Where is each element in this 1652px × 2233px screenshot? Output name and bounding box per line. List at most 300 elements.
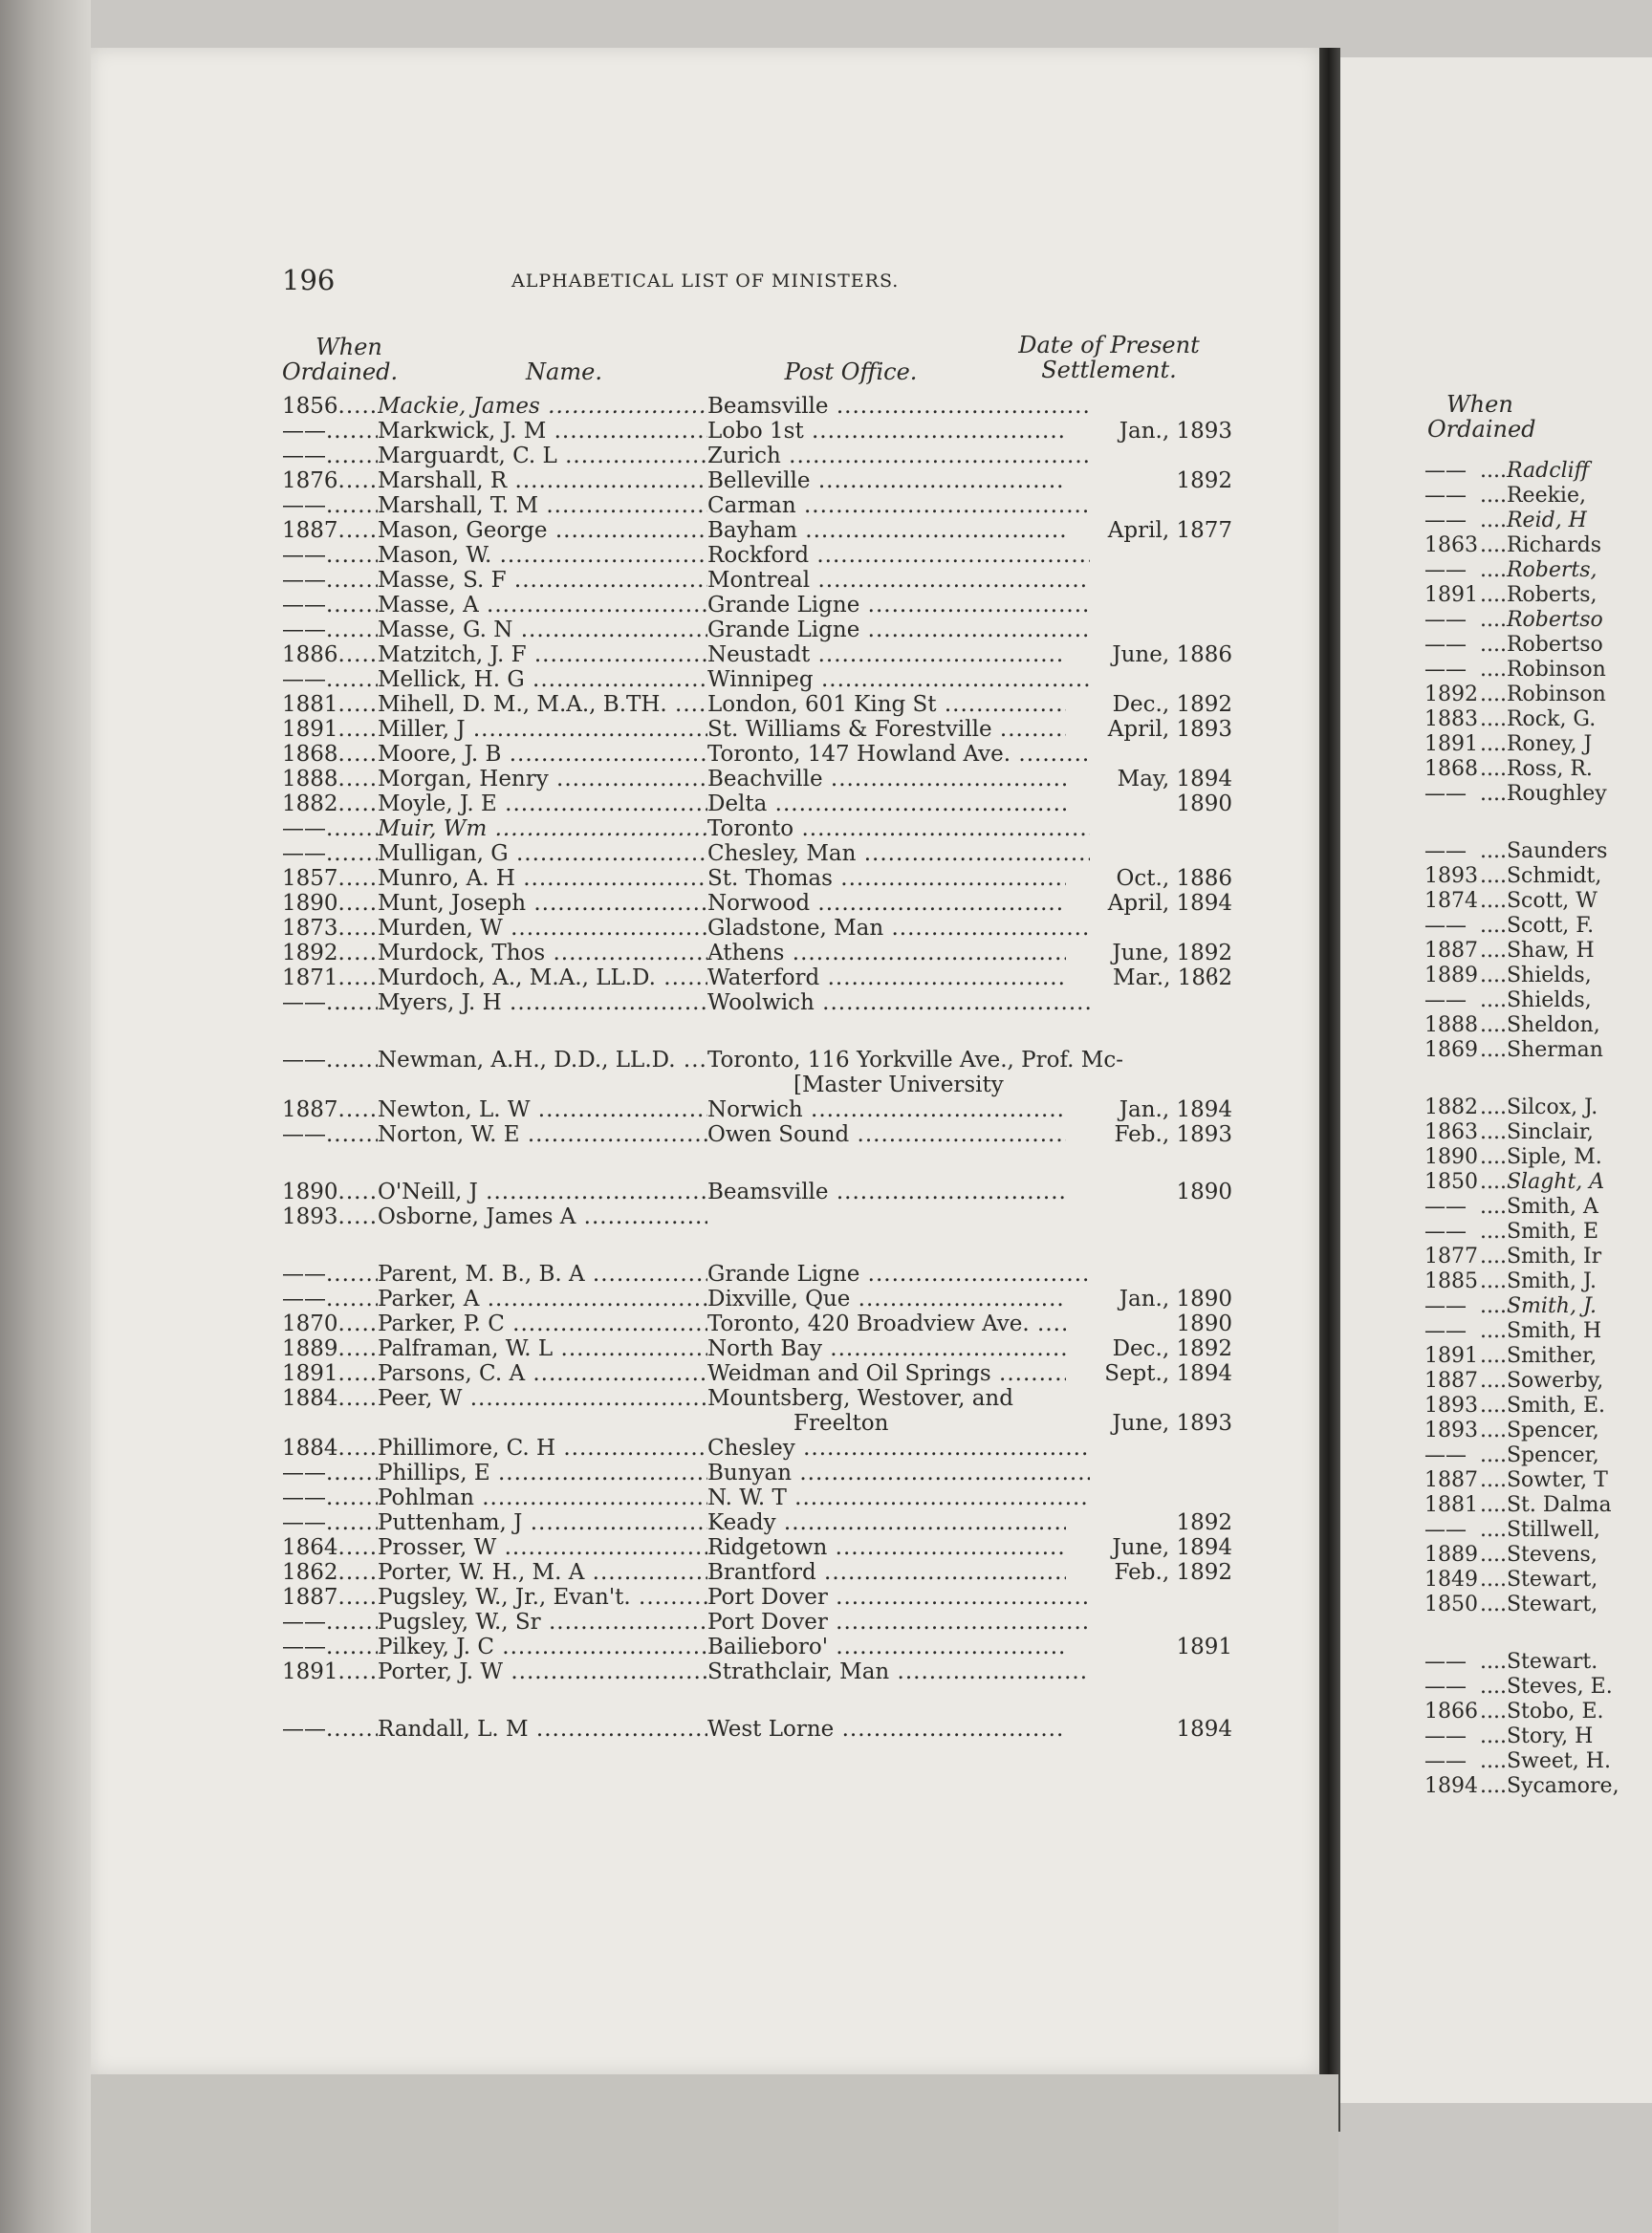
column-head-date [994, 333, 1224, 382]
page-header [282, 264, 1238, 302]
right-entry-name: Story, H [1506, 1724, 1594, 1748]
entry-year: 1871 ..... [282, 965, 378, 990]
date-line1: Date of Present [1018, 332, 1200, 358]
entry-name: Murden, W ..... [378, 916, 707, 941]
right-entry-year: 1887 [1424, 1369, 1478, 1393]
right-entry-year: 1889 [1424, 964, 1478, 987]
entry-row [282, 767, 1238, 791]
entry-settlement-date: June, 1894 [1066, 1535, 1232, 1560]
entry-post-office [707, 767, 1090, 791]
entry-row [282, 468, 1238, 493]
right-entry-row [1424, 1443, 1652, 1468]
leader-dots: .... [1480, 1013, 1507, 1037]
entry-settlement-date: May, 1894 [1066, 767, 1232, 791]
entry-settlement-date: Jan., 1893 [1066, 419, 1232, 444]
entry-name: Newton, L. W ..... [378, 1097, 707, 1122]
right-entry-row [1424, 1269, 1652, 1294]
entry-name: Masse, S. F ..... [378, 568, 707, 593]
right-entry-row [1424, 1220, 1652, 1245]
right-entry-row [1424, 633, 1652, 658]
leader-dots: .... [1480, 1700, 1507, 1724]
entry-row [282, 841, 1238, 866]
entry-post-office [707, 1635, 1090, 1659]
entry-row [282, 1361, 1238, 1386]
right-entry-name: Sherman [1506, 1038, 1603, 1062]
right-entry-name: Shields, [1506, 988, 1592, 1012]
entry-post-office [707, 419, 1090, 444]
right-entry-year: 1887 [1424, 939, 1478, 963]
leader-dots: .... [1480, 1419, 1507, 1442]
right-entry-name: Smith, H [1506, 1319, 1602, 1343]
book-gutter [1319, 48, 1340, 2132]
entry-post-office [707, 791, 1090, 816]
right-entry-row [1424, 1593, 1652, 1617]
right-entry-row [1424, 459, 1652, 484]
column-head-name: Name. [526, 358, 602, 385]
entry-year: 1884 ..... [282, 1436, 378, 1461]
right-entry-year: —— [1424, 1518, 1467, 1542]
entry-post-office-text: Weidman and Oil Springs ..... [707, 1361, 1090, 1386]
right-entry-row [1424, 1419, 1652, 1443]
right-entry-year: 1891 [1424, 1344, 1478, 1368]
entry-post-office [707, 568, 1090, 593]
entry-row [282, 965, 1238, 990]
entry-row [282, 742, 1238, 767]
right-entry-year: —— [1424, 1749, 1467, 1773]
entry-name: Moyle, J. E ..... [378, 791, 707, 816]
entry-post-office [707, 1097, 1090, 1122]
right-entry-name: Siple, M. [1506, 1145, 1602, 1169]
right-entry-name: Sycamore, [1506, 1774, 1619, 1798]
entry-row [282, 1122, 1238, 1147]
entry-year: —— ..... [282, 568, 378, 593]
entry-post-office-text: Grande Ligne ..... [707, 618, 1090, 642]
when-line1: When [315, 334, 382, 360]
right-entry-row [1424, 1319, 1652, 1344]
right-entry-name: Smith, E [1506, 1220, 1599, 1244]
entry-row [282, 1048, 1238, 1097]
right-entry-row [1424, 939, 1652, 964]
right-entry-year: 1888 [1424, 1013, 1478, 1037]
entry-post-office [707, 394, 1090, 419]
right-entry-year: —— [1424, 484, 1467, 508]
right-entry-name: Smith, J. [1506, 1269, 1598, 1293]
leader-dots: .... [1480, 1095, 1507, 1119]
entry-year: 1887 ..... [282, 518, 378, 543]
entry-name: Muir, Wm ..... [378, 816, 707, 841]
leader-dots: .... [1480, 839, 1507, 863]
right-entry-row [1424, 1493, 1652, 1518]
entry-post-office-text: Delta ..... [707, 791, 1090, 816]
entry-name: Pilkey, J. C ..... [378, 1635, 707, 1659]
right-entry-year: 1850 [1424, 1170, 1478, 1194]
entry-post-office-text: Norwood ..... [707, 891, 1090, 916]
entry-post-office-text: Athens ..... [707, 941, 1090, 965]
right-entry-year: 1849 [1424, 1568, 1478, 1592]
entry-settlement-date: Jan., 1890 [1066, 1287, 1232, 1312]
right-entry-row [1424, 864, 1652, 889]
entry-year: 1890 ..... [282, 1180, 378, 1204]
entry-year: —— ..... [282, 1122, 378, 1147]
entry-year: —— ..... [282, 419, 378, 444]
right-entry-row [1424, 683, 1652, 707]
entry-year: —— ..... [282, 1610, 378, 1635]
entry-name: Mason, George ..... [378, 518, 707, 543]
entry-year: 1873 ..... [282, 916, 378, 941]
entry-settlement-date: 1892 [1066, 468, 1232, 493]
right-entry-year: —— [1424, 1650, 1467, 1674]
right-entry-row [1424, 988, 1652, 1013]
entry-name: Parker, P. C ..... [378, 1312, 707, 1336]
entry-year: 1886 ..... [282, 642, 378, 667]
entry-settlement-date: Dec., 1892 [1066, 692, 1232, 717]
right-entry-row [1424, 1724, 1652, 1749]
right-entry-row [1424, 1344, 1652, 1369]
entry-year: —— ..... [282, 990, 378, 1015]
entry-name: Matzitch, J. F ..... [378, 642, 707, 667]
entry-year: —— ..... [282, 1287, 378, 1312]
entry-post-office [707, 1361, 1090, 1386]
right-entry-name: Stewart, [1506, 1568, 1598, 1592]
right-entry-year: —— [1424, 633, 1467, 657]
entry-post-office [707, 1336, 1090, 1361]
leader-dots: .... [1480, 1468, 1507, 1492]
right-entry-year: 1882 [1424, 1095, 1478, 1119]
right-entry-year: 1893 [1424, 1394, 1478, 1418]
leader-dots: .... [1480, 683, 1507, 706]
entry-row [282, 692, 1238, 717]
entry-year: —— ..... [282, 543, 378, 568]
entry-row [282, 816, 1238, 841]
right-entry-row [1424, 1568, 1652, 1593]
leader-dots: .... [1480, 509, 1507, 532]
leader-dots: .... [1480, 1170, 1507, 1194]
right-entry-row [1424, 1774, 1652, 1799]
leader-dots: .... [1480, 1195, 1507, 1219]
right-entry-year: —— [1424, 1724, 1467, 1748]
date-line2: Settlement. [1041, 357, 1177, 383]
right-entry-name: Ross, R. [1506, 757, 1593, 781]
entry-name: Prosser, W ..... [378, 1535, 707, 1560]
entry-year: 1892 ..... [282, 941, 378, 965]
entry-row [282, 717, 1238, 742]
entry-year: —— ..... [282, 618, 378, 642]
entry-post-office [707, 1048, 1243, 1097]
right-entry-year: 1894 [1424, 1774, 1478, 1798]
entry-row [282, 1336, 1238, 1361]
entry-name: Murdoch, A., M.A., LL.D. ..... [378, 965, 707, 990]
when-line2: Ordained. [282, 358, 399, 385]
entry-year: 1882 ..... [282, 791, 378, 816]
entry-post-office [707, 1436, 1090, 1461]
entry-post-office-text: Beamsville ..... [707, 394, 1090, 419]
entry-row [282, 1610, 1238, 1635]
leader-dots: .... [1480, 1369, 1507, 1393]
entry-post-office-text: Lobo 1st ..... [707, 419, 1090, 444]
entry-settlement-date: Feb., 1892 [1066, 1560, 1232, 1585]
entry-post-office-text: Ridgetown ..... [707, 1535, 1090, 1560]
entry-year: 1876 ..... [282, 468, 378, 493]
entry-post-office [707, 468, 1090, 493]
leader-dots: .... [1480, 533, 1507, 557]
entry-post-office [707, 1312, 1090, 1336]
leader-dots: .... [1480, 558, 1507, 582]
right-entry-year: —— [1424, 839, 1467, 863]
entry-year: 1891 ..... [282, 717, 378, 742]
leader-dots: .... [1480, 1675, 1507, 1699]
entry-name: Miller, J ..... [378, 717, 707, 742]
leader-dots: .... [1480, 1319, 1507, 1343]
entry-row [282, 1386, 1238, 1436]
entry-row [282, 1659, 1238, 1684]
leader-dots: .... [1480, 964, 1507, 987]
entry-row [282, 1461, 1238, 1485]
right-when-line2: Ordained [1427, 416, 1536, 443]
entry-settlement-date: 1892 [1066, 1510, 1232, 1535]
entry-post-office [707, 1535, 1090, 1560]
right-entry-name: Radcliff [1506, 459, 1590, 483]
entry-post-office-text: Gladstone, Man ..... [707, 916, 1090, 941]
entry-settlement-date: 1890 [1066, 791, 1232, 816]
right-entry-row [1424, 1394, 1652, 1419]
entry-post-office-text: Grande Ligne ..... [707, 593, 1090, 618]
leader-dots: .... [1480, 1518, 1507, 1542]
right-entry-name: Spencer, [1506, 1419, 1599, 1442]
right-entry-row [1424, 1195, 1652, 1220]
entry-year: —— ..... [282, 841, 378, 866]
entry-settlement-date: 1890 [1066, 1180, 1232, 1204]
right-entry-row [1424, 658, 1652, 683]
entry-post-office-text: N. W. T ..... [707, 1485, 1090, 1510]
leader-dots: .... [1480, 1394, 1507, 1418]
entry-year: 1870 ..... [282, 1312, 378, 1336]
right-entry-row [1424, 1543, 1652, 1568]
entry-row [282, 493, 1238, 518]
entry-post-office [707, 1717, 1090, 1742]
right-entry-row [1424, 1749, 1652, 1774]
entry-name: Norton, W. E ..... [378, 1122, 707, 1147]
right-entry-name: Smith, Ir [1506, 1245, 1602, 1268]
entry-post-office-text: Rockford ..... [707, 543, 1090, 568]
right-entry-name: Steves, E. [1506, 1675, 1613, 1699]
entry-year: —— ..... [282, 1048, 378, 1073]
right-entry-year: —— [1424, 914, 1467, 938]
entry-year: 1864 ..... [282, 1535, 378, 1560]
right-entry-year: 1887 [1424, 1468, 1478, 1492]
entry-name: Moore, J. B ..... [378, 742, 707, 767]
right-entry-year: —— [1424, 608, 1467, 632]
entry-year: 1887 ..... [282, 1585, 378, 1610]
entry-year: 1890 ..... [282, 891, 378, 916]
entry-name: Pugsley, W., Sr ..... [378, 1610, 707, 1635]
entry-year: —— ..... [282, 493, 378, 518]
leader-dots: .... [1480, 1269, 1507, 1293]
entry-row [282, 642, 1238, 667]
leader-dots: .... [1480, 1543, 1507, 1567]
entry-name: Marguardt, C. L ..... [378, 444, 707, 468]
entry-post-office [707, 866, 1090, 891]
entry-post-office-text: St. Williams & Forestville ..... [707, 717, 1090, 742]
entry-row [282, 593, 1238, 618]
right-entry-name: Rock, G. [1506, 707, 1597, 731]
entry-row [282, 1436, 1238, 1461]
leader-dots: .... [1480, 1145, 1507, 1169]
entry-post-office-text: Carman ..... [707, 493, 1090, 518]
right-entry-name: Smith, A [1506, 1195, 1598, 1219]
entry-post-office-text: Beachville ..... [707, 767, 1090, 791]
entry-post-office [707, 1485, 1090, 1510]
leader-dots: .... [1480, 864, 1507, 888]
column-head-when [282, 335, 397, 384]
entry-settlement-date: 1891 [1066, 1635, 1232, 1659]
entry-row [282, 394, 1238, 419]
entry-name: Masse, G. N ..... [378, 618, 707, 642]
right-entry-row [1424, 1468, 1652, 1493]
entry-row [282, 1312, 1238, 1336]
right-entry-name: Sinclair, [1506, 1120, 1594, 1144]
entry-name: Masse, A ..... [378, 593, 707, 618]
entry-post-office-text: Bayham ..... [707, 518, 1090, 543]
entry-post-office-text: Beamsville ..... [707, 1180, 1090, 1204]
leader-dots: .... [1480, 583, 1507, 607]
right-entry-row [1424, 839, 1652, 864]
entry-row [282, 543, 1238, 568]
right-entry-row [1424, 732, 1652, 757]
entry-row [282, 1097, 1238, 1122]
leader-dots: .... [1480, 914, 1507, 938]
right-entry-row [1424, 558, 1652, 583]
entry-settlement-date: Mar., 18ϐ2 [1066, 965, 1232, 990]
right-entry-name: Scott, F. [1506, 914, 1595, 938]
entry-name: Marshall, T. M ..... [378, 493, 707, 518]
entry-name: Mulligan, G ..... [378, 841, 707, 866]
entry-name: Phillimore, C. H ..... [378, 1436, 707, 1461]
right-entry-row [1424, 1518, 1652, 1543]
entry-year: —— ..... [282, 1717, 378, 1742]
entry-year: —— ..... [282, 1461, 378, 1485]
right-entry-name: Sowter, T [1506, 1468, 1608, 1492]
right-entry-year: —— [1424, 1319, 1467, 1343]
entry-row [282, 1635, 1238, 1659]
right-entry-name: Stillwell, [1506, 1518, 1600, 1542]
right-entry-name: Shields, [1506, 964, 1592, 987]
entry-post-office-text: Norwich ..... [707, 1097, 1090, 1122]
right-entry-row [1424, 1650, 1652, 1675]
entry-row [282, 1485, 1238, 1510]
entry-post-office [707, 1610, 1090, 1635]
entry-post-office [707, 493, 1090, 518]
entry-name: Osborne, James A ..... [378, 1204, 707, 1229]
entry-row [282, 941, 1238, 965]
entry-name: Parker, A ..... [378, 1287, 707, 1312]
right-entry-name: Smither, [1506, 1344, 1598, 1368]
right-entry-name: Sowerby, [1506, 1369, 1604, 1393]
entry-settlement-date: Dec., 1892 [1066, 1336, 1232, 1361]
right-when-line1: When [1446, 391, 1513, 418]
entry-row [282, 891, 1238, 916]
entry-post-office [707, 816, 1090, 841]
leader-dots: .... [1480, 658, 1507, 682]
entry-post-office-text: Toronto, 116 Yorkville Ave., Prof. Mc- [707, 1048, 1123, 1073]
right-entry-row [1424, 509, 1652, 533]
entry-settlement-date: June, 1892 [1066, 941, 1232, 965]
right-entry-name: Stobo, E. [1506, 1700, 1604, 1724]
entry-post-office [707, 990, 1090, 1015]
leader-dots: .... [1480, 1344, 1507, 1368]
leader-dots: .... [1480, 1443, 1507, 1467]
right-entry-row [1424, 1120, 1652, 1145]
entry-post-office-text: Chesley, Man ..... [707, 841, 1090, 866]
right-entry-year: —— [1424, 1294, 1467, 1318]
entry-year: 1868 ..... [282, 742, 378, 767]
right-entry-year: —— [1424, 658, 1467, 682]
right-entry-row [1424, 1245, 1652, 1269]
right-entry-name: Reekie, [1506, 484, 1586, 508]
entry-post-office-continuation: [Master University [793, 1073, 1004, 1097]
entry-post-office [707, 916, 1090, 941]
entry-post-office [707, 1659, 1090, 1684]
right-column-head-when [1427, 391, 1536, 443]
entry-year: —— ..... [282, 1262, 378, 1287]
entry-row [282, 419, 1238, 444]
right-entry-year: 1885 [1424, 1269, 1478, 1293]
entry-year: —— ..... [282, 1635, 378, 1659]
right-entry-row [1424, 484, 1652, 509]
right-entry-year: —— [1424, 1220, 1467, 1244]
leader-dots: .... [1480, 1038, 1507, 1062]
book-binding-edge [0, 0, 91, 2233]
entry-post-office [707, 742, 1090, 767]
entry-name: Pohlman ..... [378, 1485, 707, 1510]
entry-settlement-date: Oct., 1886 [1066, 866, 1232, 891]
right-entry-row [1424, 1145, 1652, 1170]
leader-dots: .... [1480, 939, 1507, 963]
entry-row [282, 990, 1238, 1015]
entry-row [282, 1180, 1238, 1204]
entry-year: —— ..... [282, 1510, 378, 1535]
entry-settlement-date: April, 1877 [1066, 518, 1232, 543]
entry-name: Randall, L. M ..... [378, 1717, 707, 1742]
right-entry-year: —— [1424, 459, 1467, 483]
right-entry-list [1424, 459, 1652, 1799]
entry-post-office-text: North Bay ..... [707, 1336, 1090, 1361]
entry-post-office [707, 444, 1090, 468]
entry-row [282, 1535, 1238, 1560]
right-entry-name: Scott, W [1506, 889, 1598, 913]
right-entry-row [1424, 964, 1652, 988]
entry-name: Marshall, R ..... [378, 468, 707, 493]
entry-post-office [707, 841, 1090, 866]
right-entry-year: 1850 [1424, 1593, 1478, 1616]
entry-name: Parsons, C. A ..... [378, 1361, 707, 1386]
entry-post-office-text: Mountsberg, Westover, and [707, 1386, 1013, 1411]
entry-post-office-text: Grande Ligne ..... [707, 1262, 1090, 1287]
entry-row [282, 1585, 1238, 1610]
right-entry-name: Robinson [1506, 658, 1606, 682]
entry-row [282, 866, 1238, 891]
right-entry-year: 1881 [1424, 1493, 1478, 1517]
entry-name: Markwick, J. M ..... [378, 419, 707, 444]
entry-year: 1891 ..... [282, 1361, 378, 1386]
entry-post-office [707, 518, 1090, 543]
leader-dots: .... [1480, 633, 1507, 657]
right-entry-year: 1869 [1424, 1038, 1478, 1062]
right-entry-name: Stewart, [1506, 1593, 1598, 1616]
right-entry-row [1424, 533, 1652, 558]
right-entry-year: 1863 [1424, 1120, 1478, 1144]
entry-name: Puttenham, J ..... [378, 1510, 707, 1535]
entry-row [282, 444, 1238, 468]
